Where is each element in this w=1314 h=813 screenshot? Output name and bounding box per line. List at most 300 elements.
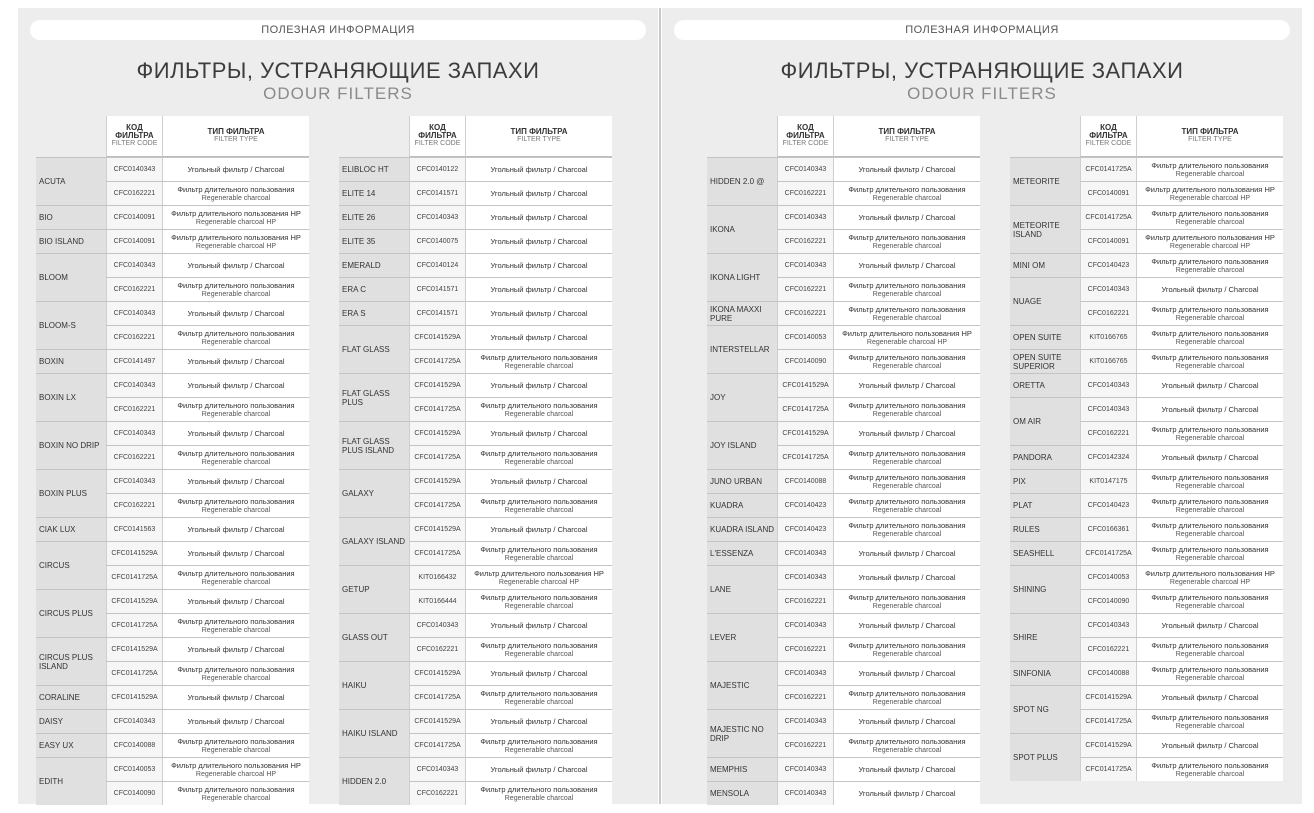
filter-type-en: Regenerable charcoal bbox=[872, 242, 942, 250]
filter-code: CFC0141725A bbox=[1080, 758, 1136, 781]
filter-type-ru: Фильтр длительного пользования bbox=[1151, 160, 1269, 170]
filter-type bbox=[1136, 206, 1283, 229]
table-row bbox=[1080, 589, 1283, 613]
table-row bbox=[106, 734, 309, 757]
model-name: ELITE 26 bbox=[339, 206, 409, 229]
filter-rows bbox=[409, 662, 612, 709]
page-subtitle: ODOUR FILTERS bbox=[907, 84, 1057, 103]
table-row bbox=[106, 397, 309, 421]
filter-rows bbox=[1080, 662, 1283, 685]
table-row bbox=[777, 494, 980, 517]
filter-type-ru: Фильтр длительного пользования bbox=[480, 352, 598, 362]
filter-type bbox=[162, 254, 309, 277]
filter-type bbox=[162, 566, 309, 589]
model-group bbox=[339, 325, 612, 373]
filter-code: CFC0141529A bbox=[409, 662, 465, 685]
filter-type-ru: Угольный фильтр / Charcoal bbox=[1161, 381, 1259, 390]
model-name: FLAT GLASS bbox=[339, 326, 409, 373]
table-row bbox=[409, 374, 612, 397]
filter-code: CFC0162221 bbox=[777, 278, 833, 301]
model-group bbox=[339, 709, 612, 757]
filter-table bbox=[36, 116, 309, 805]
table-row bbox=[1080, 350, 1283, 373]
type-header-ru: ТИП ФИЛЬТРА bbox=[1181, 127, 1239, 136]
filter-rows bbox=[106, 254, 309, 301]
filter-code: CFC0141563 bbox=[106, 518, 162, 541]
filter-rows bbox=[1080, 566, 1283, 613]
filter-type bbox=[465, 422, 612, 445]
filter-code: CFC0140122 bbox=[409, 158, 465, 181]
filter-rows bbox=[409, 158, 612, 181]
filter-code: KIT0166765 bbox=[1080, 326, 1136, 349]
filter-type-en: Regenerable charcoal bbox=[201, 506, 271, 514]
filter-type bbox=[162, 206, 309, 229]
filter-type-ru: Угольный фильтр / Charcoal bbox=[858, 717, 956, 726]
filter-rows bbox=[409, 182, 612, 205]
table-row bbox=[409, 685, 612, 709]
model-name: PANDORA bbox=[1010, 446, 1080, 469]
filter-code: CFC0162221 bbox=[777, 686, 833, 709]
filter-rows bbox=[106, 350, 309, 373]
filter-type bbox=[465, 686, 612, 709]
model-name: ORETTA bbox=[1010, 374, 1080, 397]
model-group bbox=[1010, 469, 1283, 493]
header-spacer bbox=[339, 116, 409, 157]
filter-code: CFC0141725A bbox=[1080, 710, 1136, 733]
filter-code: CFC0140343 bbox=[777, 782, 833, 805]
filter-type bbox=[1136, 566, 1283, 589]
model-group bbox=[36, 301, 309, 349]
filter-type bbox=[162, 542, 309, 565]
filter-type-ru: Угольный фильтр / Charcoal bbox=[187, 477, 285, 486]
filter-type bbox=[1136, 494, 1283, 517]
filter-rows bbox=[106, 542, 309, 589]
table-row bbox=[409, 518, 612, 541]
type-column-header bbox=[465, 116, 612, 157]
filter-type-en: Regenerable charcoal bbox=[201, 578, 271, 586]
filter-type-en: Regenerable charcoal bbox=[1175, 602, 1245, 610]
model-group bbox=[707, 757, 980, 781]
type-header-ru: ТИП ФИЛЬТРА bbox=[878, 127, 936, 136]
type-header-en: FILTER TYPE bbox=[1188, 136, 1232, 143]
model-name: SEASHELL bbox=[1010, 542, 1080, 565]
table-row bbox=[106, 325, 309, 349]
model-name: IKONA bbox=[707, 206, 777, 253]
filter-code: CFC0141529A bbox=[409, 326, 465, 349]
filter-code: CFC0141725A bbox=[409, 398, 465, 421]
filter-code: CFC0140343 bbox=[1080, 374, 1136, 397]
model-name: PIX bbox=[1010, 470, 1080, 493]
model-name: CIRCUS PLUS ISLAND bbox=[36, 638, 106, 685]
filter-type-en: Regenerable charcoal bbox=[1175, 722, 1245, 730]
table-row bbox=[777, 422, 980, 445]
filter-type bbox=[465, 398, 612, 421]
filter-code: CFC0141497 bbox=[106, 350, 162, 373]
filter-type-ru: Угольный фильтр / Charcoal bbox=[490, 717, 588, 726]
filter-rows bbox=[777, 206, 980, 253]
code-header-en: FILTER CODE bbox=[782, 140, 829, 147]
filter-type-ru: Угольный фильтр / Charcoal bbox=[1161, 285, 1259, 294]
table-row bbox=[106, 758, 309, 781]
filter-code: CFC0162221 bbox=[777, 182, 833, 205]
filter-code: CFC0141529A bbox=[409, 422, 465, 445]
filter-type-ru: Фильтр длительного пользования bbox=[177, 496, 295, 506]
filter-type bbox=[833, 518, 980, 541]
model-group bbox=[1010, 733, 1283, 781]
filter-type-ru: Угольный фильтр / Charcoal bbox=[490, 237, 588, 246]
model-name: SHINING bbox=[1010, 566, 1080, 613]
filter-code: CFC0140343 bbox=[106, 422, 162, 445]
table-row bbox=[106, 302, 309, 325]
filter-code: KIT0166765 bbox=[1080, 350, 1136, 373]
model-name: CORALINE bbox=[36, 686, 106, 709]
filter-type bbox=[833, 326, 980, 349]
filter-type-ru: Угольный фильтр / Charcoal bbox=[490, 429, 588, 438]
filter-type bbox=[833, 734, 980, 757]
filter-code: CFC0140053 bbox=[1080, 566, 1136, 589]
filter-code: CFC0141725A bbox=[409, 686, 465, 709]
filter-type bbox=[465, 638, 612, 661]
model-group bbox=[339, 253, 612, 277]
model-group bbox=[1010, 445, 1283, 469]
filter-type-ru: Угольный фильтр / Charcoal bbox=[1161, 741, 1259, 750]
filter-code: CFC0141529A bbox=[409, 710, 465, 733]
filter-type-ru: Угольный фильтр / Charcoal bbox=[858, 165, 956, 174]
table-row bbox=[777, 710, 980, 733]
filter-type bbox=[1136, 470, 1283, 493]
table-row bbox=[1080, 301, 1283, 325]
filter-code: CFC0140343 bbox=[106, 470, 162, 493]
filter-rows bbox=[1080, 686, 1283, 733]
filter-type-en: Regenerable charcoal bbox=[504, 698, 574, 706]
filter-rows bbox=[777, 374, 980, 421]
filter-code: CFC0140053 bbox=[106, 758, 162, 781]
model-name: EMERALD bbox=[339, 254, 409, 277]
model-name: OPEN SUITE bbox=[1010, 326, 1080, 349]
code-header-ru: КОД ФИЛЬТРА bbox=[115, 123, 154, 140]
filter-type bbox=[1136, 230, 1283, 253]
model-name: RULES bbox=[1010, 518, 1080, 541]
filter-rows bbox=[106, 206, 309, 229]
filter-type-en: Regenerable charcoal bbox=[1175, 314, 1245, 322]
filter-type bbox=[1136, 158, 1283, 181]
table-row bbox=[106, 781, 309, 805]
table-row bbox=[106, 638, 309, 661]
filter-code: CFC0140343 bbox=[106, 254, 162, 277]
model-name: ERA S bbox=[339, 302, 409, 325]
filter-rows bbox=[106, 230, 309, 253]
filter-type-ru: Угольный фильтр / Charcoal bbox=[1161, 405, 1259, 414]
filter-type-ru: Фильтр длительного пользования bbox=[480, 400, 598, 410]
filter-rows bbox=[777, 302, 980, 325]
model-group bbox=[36, 229, 309, 253]
filter-rows bbox=[1080, 350, 1283, 373]
model-name: ELITE 14 bbox=[339, 182, 409, 205]
filter-type-ru: Фильтр длительного пользования bbox=[177, 448, 295, 458]
filter-type bbox=[833, 710, 980, 733]
filter-type-ru: Угольный фильтр / Charcoal bbox=[490, 309, 588, 318]
table-row bbox=[1080, 542, 1283, 565]
filter-type bbox=[1136, 302, 1283, 325]
model-name: DAISY bbox=[36, 710, 106, 733]
table-row bbox=[106, 181, 309, 205]
model-name: FLAT GLASS PLUS bbox=[339, 374, 409, 421]
filter-rows bbox=[777, 470, 980, 493]
table-row bbox=[106, 158, 309, 181]
filter-type bbox=[465, 158, 612, 181]
filter-type bbox=[1136, 590, 1283, 613]
table-row bbox=[1080, 518, 1283, 541]
filter-rows bbox=[777, 614, 980, 661]
model-group bbox=[36, 157, 309, 205]
filter-type bbox=[162, 326, 309, 349]
filter-type-en: Regenerable charcoal bbox=[872, 650, 942, 658]
filter-type-ru: Угольный фильтр / Charcoal bbox=[490, 381, 588, 390]
filter-code: CFC0141529A bbox=[106, 638, 162, 661]
filter-type bbox=[833, 398, 980, 421]
filter-type bbox=[1136, 518, 1283, 541]
filter-type-en: Regenerable charcoal HP bbox=[195, 218, 277, 226]
code-column-header bbox=[409, 116, 465, 157]
filter-rows bbox=[1080, 158, 1283, 205]
filter-type-ru: Угольный фильтр / Charcoal bbox=[858, 261, 956, 270]
model-name: HIDDEN 2.0 bbox=[339, 758, 409, 805]
filter-type-ru: Угольный фильтр / Charcoal bbox=[858, 789, 956, 798]
model-name: JUNO URBAN bbox=[707, 470, 777, 493]
model-group bbox=[339, 661, 612, 709]
filter-code: CFC0162221 bbox=[777, 302, 833, 325]
filter-type-ru: Фильтр длительного пользования bbox=[480, 736, 598, 746]
filter-type-en: Regenerable charcoal bbox=[1175, 266, 1245, 274]
filter-type-en: Regenerable charcoal bbox=[872, 362, 942, 370]
type-header-ru: ТИП ФИЛЬТРА bbox=[510, 127, 568, 136]
table-row bbox=[1080, 637, 1283, 661]
filter-rows bbox=[409, 278, 612, 301]
filter-type-ru: Фильтр длительного пользования bbox=[480, 592, 598, 602]
filter-type bbox=[833, 302, 980, 325]
filter-type-ru: Фильтр длительного пользования bbox=[848, 496, 966, 506]
filter-rows bbox=[409, 302, 612, 325]
filter-code: CFC0141529A bbox=[106, 542, 162, 565]
filter-rows bbox=[409, 326, 612, 373]
filter-type-ru: Фильтр длительного пользования bbox=[1151, 256, 1269, 266]
filter-type-en: Regenerable charcoal HP bbox=[195, 770, 277, 778]
filter-type-ru: Фильтр длительного пользования bbox=[848, 232, 966, 242]
model-group bbox=[1010, 349, 1283, 373]
filter-type-ru: Фильтр длительного пользования bbox=[177, 568, 295, 578]
model-name: MEMPHIS bbox=[707, 758, 777, 781]
filter-rows bbox=[777, 758, 980, 781]
filter-type bbox=[1136, 278, 1283, 301]
table-row bbox=[777, 302, 980, 325]
model-name: ERA C bbox=[339, 278, 409, 301]
filter-rows bbox=[1080, 398, 1283, 445]
filter-type-ru: Фильтр длительного пользования bbox=[177, 328, 295, 338]
filter-type bbox=[465, 206, 612, 229]
filter-type bbox=[833, 686, 980, 709]
filter-code: CFC0141529A bbox=[106, 686, 162, 709]
model-name: ACUTA bbox=[36, 158, 106, 205]
table-row bbox=[409, 206, 612, 229]
model-name: CIRCUS bbox=[36, 542, 106, 589]
model-group bbox=[707, 205, 980, 253]
filter-code: CFC0140343 bbox=[1080, 398, 1136, 421]
filter-type-en: Regenerable charcoal bbox=[872, 194, 942, 202]
filter-type bbox=[1136, 734, 1283, 757]
filter-type bbox=[465, 782, 612, 805]
filter-type bbox=[1136, 326, 1283, 349]
filter-code: CFC0141725A bbox=[1080, 158, 1136, 181]
filter-code: CFC0162221 bbox=[777, 230, 833, 253]
filter-type-ru: Фильтр длительного пользования HP bbox=[1145, 232, 1275, 242]
filter-type-ru: Фильтр длительного пользования bbox=[1151, 544, 1269, 554]
model-group bbox=[36, 349, 309, 373]
filter-type-en: Regenerable charcoal bbox=[1175, 482, 1245, 490]
model-name: OPEN SUITE SUPERIOR bbox=[1010, 350, 1080, 373]
filter-code: CFC0141571 bbox=[409, 302, 465, 325]
table-row bbox=[777, 733, 980, 757]
filter-type bbox=[162, 686, 309, 709]
filter-type-en: Regenerable charcoal bbox=[504, 794, 574, 802]
filter-rows bbox=[1080, 734, 1283, 781]
filter-code: CFC0162221 bbox=[409, 638, 465, 661]
filter-code: CFC0162221 bbox=[106, 446, 162, 469]
filter-rows bbox=[1080, 542, 1283, 565]
page-title: ФИЛЬТРЫ, УСТРАНЯЮЩИЕ ЗАПАХИ bbox=[780, 58, 1184, 83]
filter-type bbox=[162, 638, 309, 661]
filter-type-ru: Фильтр длительного пользования bbox=[1151, 760, 1269, 770]
model-group bbox=[707, 781, 980, 805]
filter-type-en: Regenerable charcoal bbox=[872, 698, 942, 706]
filter-type-ru: Фильтр длительного пользования bbox=[848, 448, 966, 458]
code-header-ru: КОД ФИЛЬТРА bbox=[1089, 123, 1128, 140]
filter-type-ru: Угольный фильтр / Charcoal bbox=[187, 717, 285, 726]
model-name: BOXIN bbox=[36, 350, 106, 373]
filter-type bbox=[465, 542, 612, 565]
table-row bbox=[409, 614, 612, 637]
filter-type-ru: Угольный фильтр / Charcoal bbox=[187, 381, 285, 390]
page-subtitle: ODOUR FILTERS bbox=[263, 84, 413, 103]
filter-code: CFC0141571 bbox=[409, 182, 465, 205]
table-row bbox=[777, 254, 980, 277]
model-group bbox=[707, 541, 980, 565]
table-row bbox=[1080, 686, 1283, 709]
table-row bbox=[1080, 206, 1283, 229]
table-row bbox=[777, 782, 980, 805]
filter-code: CFC0140091 bbox=[1080, 182, 1136, 205]
filter-type bbox=[162, 158, 309, 181]
code-column-header bbox=[1080, 116, 1136, 157]
filter-type-en: Regenerable charcoal bbox=[504, 554, 574, 562]
filter-code: CFC0140091 bbox=[106, 206, 162, 229]
filter-type bbox=[162, 614, 309, 637]
table-row bbox=[1080, 709, 1283, 733]
model-group bbox=[36, 541, 309, 589]
filter-type-ru: Фильтр длительного пользования bbox=[848, 184, 966, 194]
table-row bbox=[409, 302, 612, 325]
filter-type bbox=[162, 710, 309, 733]
model-group bbox=[1010, 205, 1283, 253]
filter-type-ru: Угольный фильтр / Charcoal bbox=[858, 669, 956, 678]
filter-type-ru: Фильтр длительного пользования HP bbox=[474, 568, 604, 578]
filter-type bbox=[162, 398, 309, 421]
filter-rows bbox=[106, 374, 309, 421]
filter-type-ru: Угольный фильтр / Charcoal bbox=[187, 429, 285, 438]
filter-rows bbox=[1080, 326, 1283, 349]
filter-type bbox=[465, 326, 612, 349]
filter-type-en: Regenerable charcoal bbox=[504, 458, 574, 466]
filter-type bbox=[1136, 350, 1283, 373]
table-header bbox=[1010, 116, 1283, 157]
table-row bbox=[106, 230, 309, 253]
table-row bbox=[409, 326, 612, 349]
table-header bbox=[339, 116, 612, 157]
filter-type-en: Regenerable charcoal bbox=[1175, 434, 1245, 442]
model-name: L'ESSENZA bbox=[707, 542, 777, 565]
filter-code: CFC0141529A bbox=[1080, 686, 1136, 709]
model-group bbox=[339, 565, 612, 613]
filter-code: CFC0141529A bbox=[777, 374, 833, 397]
filter-rows bbox=[409, 422, 612, 469]
table-row bbox=[1080, 158, 1283, 181]
model-name: BIO bbox=[36, 206, 106, 229]
filter-rows bbox=[1080, 494, 1283, 517]
filter-type bbox=[162, 782, 309, 805]
filter-code: CFC0141725A bbox=[409, 542, 465, 565]
model-group bbox=[707, 253, 980, 301]
filter-type bbox=[465, 662, 612, 685]
filter-code: CFC0141725A bbox=[106, 662, 162, 685]
filter-type bbox=[833, 182, 980, 205]
filter-type bbox=[833, 206, 980, 229]
model-name: JOY bbox=[707, 374, 777, 421]
model-group bbox=[339, 517, 612, 565]
filter-type bbox=[1136, 662, 1283, 685]
filter-type-ru: Угольный фильтр / Charcoal bbox=[1161, 621, 1259, 630]
table-row bbox=[106, 518, 309, 541]
filter-type-ru: Угольный фильтр / Charcoal bbox=[490, 165, 588, 174]
filter-rows bbox=[409, 230, 612, 253]
filter-type-ru: Фильтр длительного пользования bbox=[480, 496, 598, 506]
model-name: GETUP bbox=[339, 566, 409, 613]
model-name: EASY UX bbox=[36, 734, 106, 757]
table-row bbox=[409, 589, 612, 613]
filter-type-en: Regenerable charcoal HP bbox=[866, 338, 948, 346]
filter-type-ru: Фильтр длительного пользования bbox=[848, 640, 966, 650]
model-name: BOXIN LX bbox=[36, 374, 106, 421]
filter-type-ru: Фильтр длительного пользования bbox=[177, 400, 295, 410]
filter-type bbox=[465, 566, 612, 589]
model-group bbox=[1010, 493, 1283, 517]
filter-type bbox=[465, 758, 612, 781]
filter-type-en: Regenerable charcoal bbox=[1175, 650, 1245, 658]
filter-code: CFC0140423 bbox=[777, 518, 833, 541]
filter-rows bbox=[409, 758, 612, 805]
model-name: LEVER bbox=[707, 614, 777, 661]
model-name: GALAXY bbox=[339, 470, 409, 517]
model-group bbox=[339, 181, 612, 205]
filter-type-en: Regenerable charcoal bbox=[872, 506, 942, 514]
filter-type-ru: Фильтр длительного пользования bbox=[848, 472, 966, 482]
filter-type bbox=[162, 374, 309, 397]
model-group bbox=[36, 253, 309, 301]
filter-type bbox=[465, 302, 612, 325]
filter-code: CFC0141529A bbox=[1080, 734, 1136, 757]
table-row bbox=[777, 566, 980, 589]
model-group bbox=[707, 157, 980, 205]
table-row bbox=[409, 422, 612, 445]
filter-type bbox=[162, 350, 309, 373]
